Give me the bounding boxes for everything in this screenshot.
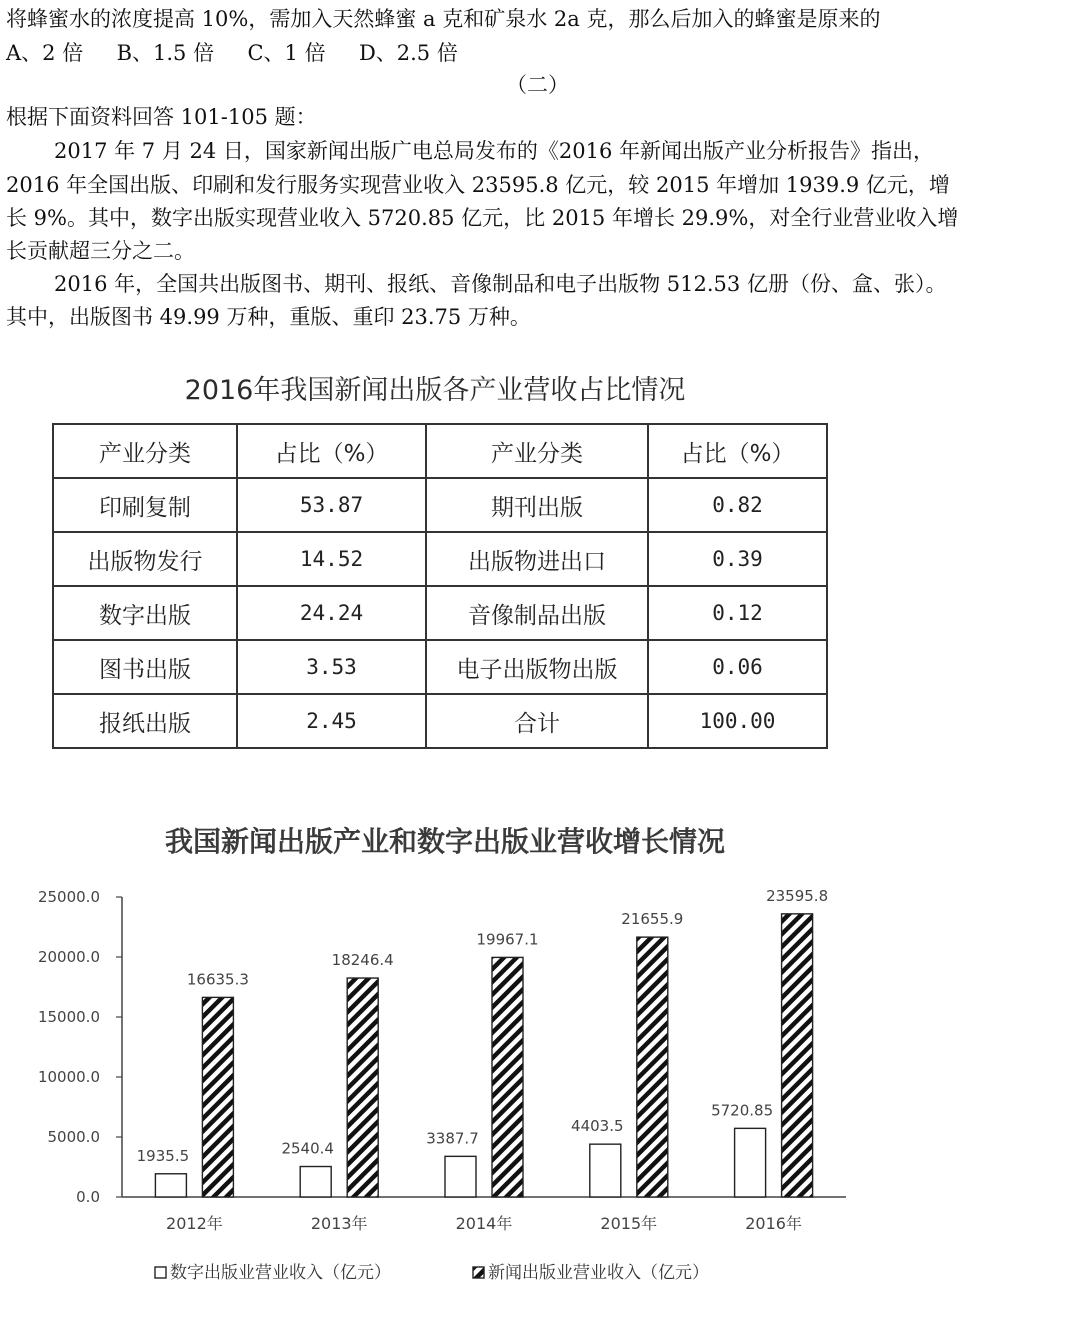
paragraph1-line1: 2017 年 7 月 24 日，国家新闻出版广电总局发布的《2016 年新闻出版产业分析报告》指出， — [54, 139, 935, 163]
share-cell: 0.12 — [648, 586, 827, 640]
y-tick-label: 20000.0 — [37, 948, 100, 966]
material-intro: 根据下面资料回答 101-105 题： — [6, 105, 317, 129]
digital-revenue-bar — [590, 1144, 621, 1197]
share-cell: 2.45 — [237, 694, 426, 748]
answer-options: A、2 倍 B、1.5 倍 C、1 倍 D、2.5 倍 — [6, 41, 458, 65]
press-revenue-bar — [492, 957, 523, 1197]
press-revenue-bar — [202, 997, 233, 1197]
digital-revenue-bar — [300, 1167, 331, 1197]
bar-value-label: 18246.4 — [331, 951, 394, 970]
section-heading: （二） — [506, 73, 569, 97]
header-share-1: 占比（%） — [237, 424, 426, 478]
press-revenue-bar — [637, 937, 668, 1197]
paragraph2-line1: 2016 年，全国共出版图书、期刊、报纸、音像制品和电子出版物 512.53 亿册（份、盒、张）。 — [54, 272, 947, 296]
y-tick-label: 10000.0 — [37, 1068, 100, 1086]
share-cell: 100.00 — [648, 694, 827, 748]
paragraph1-line2: 2016 年全国出版、印刷和发行服务实现营业收入 23595.8 亿元，较 2015 年增加 1939.9 亿元，增 — [6, 173, 950, 197]
legend-swatch — [473, 1267, 484, 1278]
share-cell: 14.52 — [237, 532, 426, 586]
y-tick-label: 25000.0 — [37, 888, 100, 906]
share-cell: 0.06 — [648, 640, 827, 694]
category-cell: 数字出版 — [53, 586, 237, 640]
table-row — [53, 640, 827, 694]
legend-swatch — [155, 1267, 166, 1278]
bar-value-label: 16635.3 — [186, 970, 249, 989]
paragraph1-line4: 长贡献超三分之二。 — [6, 239, 195, 263]
share-cell: 24.24 — [237, 586, 426, 640]
table-row — [53, 478, 827, 532]
bar-value-label: 4403.5 — [571, 1117, 624, 1136]
x-tick-label: 2016年 — [745, 1214, 802, 1233]
share-cell: 53.87 — [237, 478, 426, 532]
legend-label: 数字出版业营业收入（亿元） — [170, 1263, 391, 1283]
press-revenue-bar — [347, 978, 378, 1197]
y-tick-label: 15000.0 — [37, 1008, 100, 1026]
paragraph2-line2: 其中，出版图书 49.99 万种，重版、重印 23.75 万种。 — [6, 305, 531, 329]
category-cell: 图书出版 — [53, 640, 237, 694]
category-cell: 印刷复制 — [53, 478, 237, 532]
header-category-2: 产业分类 — [426, 424, 648, 478]
x-tick-label: 2012年 — [166, 1214, 223, 1233]
category-cell: 出版物进出口 — [426, 532, 648, 586]
digital-revenue-bar — [445, 1156, 476, 1197]
chart-title: 我国新闻出版产业和数字出版业营收增长情况 — [164, 825, 725, 858]
bar-value-label: 5720.85 — [711, 1101, 774, 1120]
x-tick-label: 2014年 — [455, 1214, 513, 1233]
bar-value-label: 21655.9 — [621, 910, 684, 929]
bar-value-label: 23595.8 — [766, 886, 829, 905]
bar-value-label: 3387.7 — [426, 1129, 479, 1148]
category-cell: 期刊出版 — [426, 478, 648, 532]
table-header-row — [53, 424, 827, 478]
category-cell: 合计 — [426, 694, 648, 748]
category-cell: 出版物发行 — [53, 532, 237, 586]
share-cell: 3.53 — [237, 640, 426, 694]
x-tick-label: 2015年 — [600, 1214, 658, 1233]
y-tick-label: 0.0 — [76, 1188, 100, 1206]
paragraph1-line3: 长 9%。其中，数字出版实现营业收入 5720.85 亿元，比 2015 年增长 29.9%，对全行业营业收入增 — [6, 206, 959, 230]
table-row — [53, 586, 827, 640]
share-cell: 0.82 — [648, 478, 827, 532]
bar-value-label: 1935.5 — [136, 1146, 190, 1165]
table-row — [53, 532, 827, 586]
category-cell: 电子出版物出版 — [426, 640, 648, 694]
industry-share-table — [52, 423, 828, 749]
question-stem: 将蜂蜜水的浓度提高 10%，需加入天然蜂蜜 a 克和矿泉水 2a 克，那么后加入的蜂蜜是原来的 — [6, 7, 881, 31]
category-cell: 报纸出版 — [53, 694, 237, 748]
header-share-2: 占比（%） — [648, 424, 827, 478]
x-tick-label: 2013年 — [310, 1214, 368, 1233]
y-tick-label: 5000.0 — [47, 1128, 100, 1146]
legend-label: 新闻出版业营业收入（亿元） — [488, 1263, 709, 1283]
digital-revenue-bar — [735, 1128, 766, 1197]
header-category-1: 产业分类 — [53, 424, 237, 478]
table-row — [53, 694, 827, 748]
bar-value-label: 19967.1 — [476, 930, 539, 949]
share-cell: 0.39 — [648, 532, 827, 586]
digital-revenue-bar — [155, 1174, 186, 1197]
category-cell: 音像制品出版 — [426, 586, 648, 640]
table-title: 2016年我国新闻出版各产业营收占比情况 — [184, 375, 686, 406]
press-revenue-bar — [782, 914, 813, 1197]
revenue-bar-chart — [0, 860, 880, 1300]
bar-value-label: 2540.4 — [281, 1139, 334, 1158]
